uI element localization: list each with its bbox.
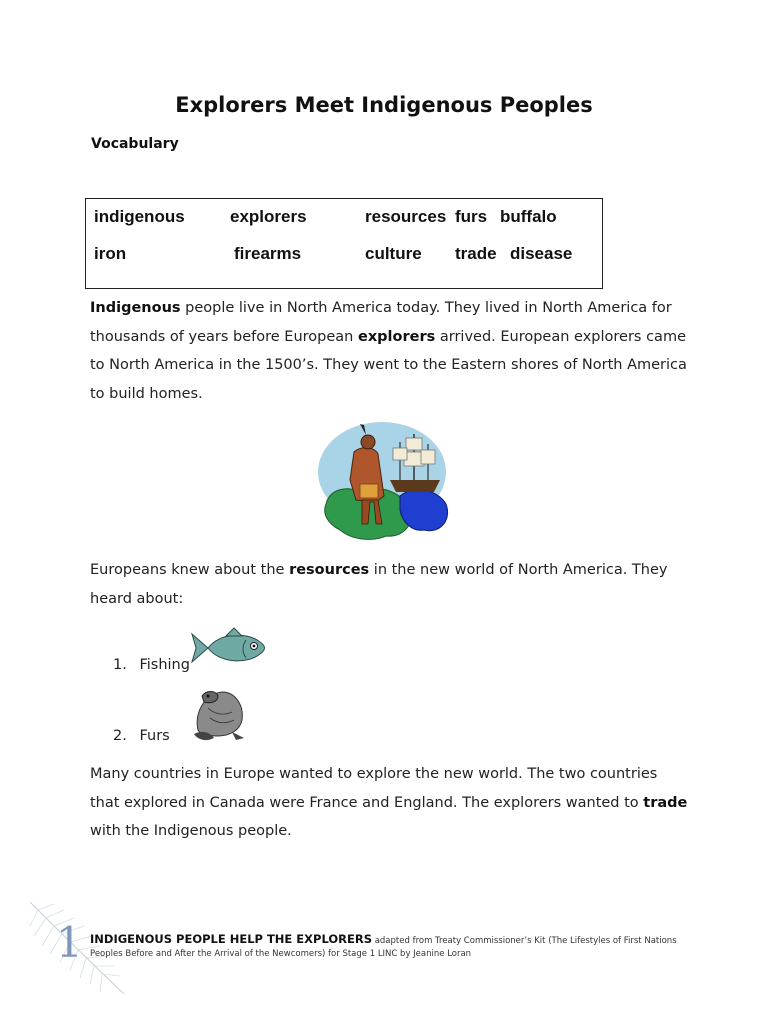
- paragraph-text: arrived. European explorers came to North America in the 1500’s. They went to the Eastern shores of North America to build homes.: [90, 328, 687, 402]
- list-item: [113, 657, 190, 673]
- list-number: 1.: [113, 657, 127, 673]
- list-label: Furs: [139, 728, 170, 744]
- paragraph-text: in the new world of North America. They heard about:: [90, 562, 668, 607]
- blue-water: [400, 490, 448, 531]
- term-resources: resources: [289, 562, 370, 578]
- footer-heading: INDIGENOUS PEOPLE HELP THE EXPLORERS: [90, 932, 372, 946]
- paragraph-resources: [90, 556, 690, 613]
- paragraph-text: Many countries in Europe wanted to explore the new world. The two countries that explored in Canada were France and England. The explorers wanted to: [90, 766, 658, 811]
- list-number: 2.: [113, 728, 127, 744]
- footer-credit: [90, 933, 690, 961]
- vocab-word: culture: [365, 244, 422, 263]
- footer-source: adapted from Treaty Commissioner’s Kit (The Lifestyles of First Nations Peoples Before and After the Arrival of the Newcomers) for Stage 1 LINC by Jeanine Loran: [90, 936, 677, 959]
- ship-sail: [393, 448, 407, 460]
- term-explorers: explorers: [357, 328, 436, 345]
- vocabulary-box: [85, 198, 603, 289]
- person-head: [361, 435, 375, 449]
- vocab-word: firearms: [234, 244, 302, 263]
- vocab-word: disease: [510, 244, 573, 263]
- page-title: Explorers Meet Indigenous Peoples: [175, 93, 593, 117]
- person-skirt: [360, 484, 378, 498]
- explorer-ship-illustration: [316, 420, 452, 544]
- list-label: Fishing: [139, 657, 190, 673]
- vocab-word: resources: [365, 207, 447, 226]
- paragraph-text: Europeans knew about the: [90, 562, 290, 578]
- paragraph-intro: [90, 294, 690, 408]
- paragraph-text: with the Indigenous people.: [90, 823, 292, 839]
- ship-sail: [421, 450, 435, 464]
- vocab-word: explorers: [230, 207, 307, 226]
- vocab-word: indigenous: [94, 207, 185, 226]
- page-number: 1: [56, 918, 83, 967]
- paragraph-trade: [90, 760, 690, 846]
- term-indigenous: Indigenous: [90, 300, 181, 316]
- term-trade: trade: [643, 794, 688, 811]
- vocab-word: trade: [455, 244, 497, 263]
- vocabulary-label: Vocabulary: [91, 136, 179, 152]
- vocab-word: furs: [455, 207, 488, 226]
- paragraph-text: people live in North America today. They lived in North America for thousands of years before European: [90, 300, 672, 345]
- fish-icon: [190, 626, 268, 670]
- ship-sail: [406, 438, 422, 450]
- ship-hull: [390, 480, 440, 492]
- beaver-icon: [188, 684, 250, 742]
- list-item: [113, 728, 170, 744]
- vocab-word: buffalo: [500, 207, 557, 226]
- vocab-word: iron: [94, 244, 127, 263]
